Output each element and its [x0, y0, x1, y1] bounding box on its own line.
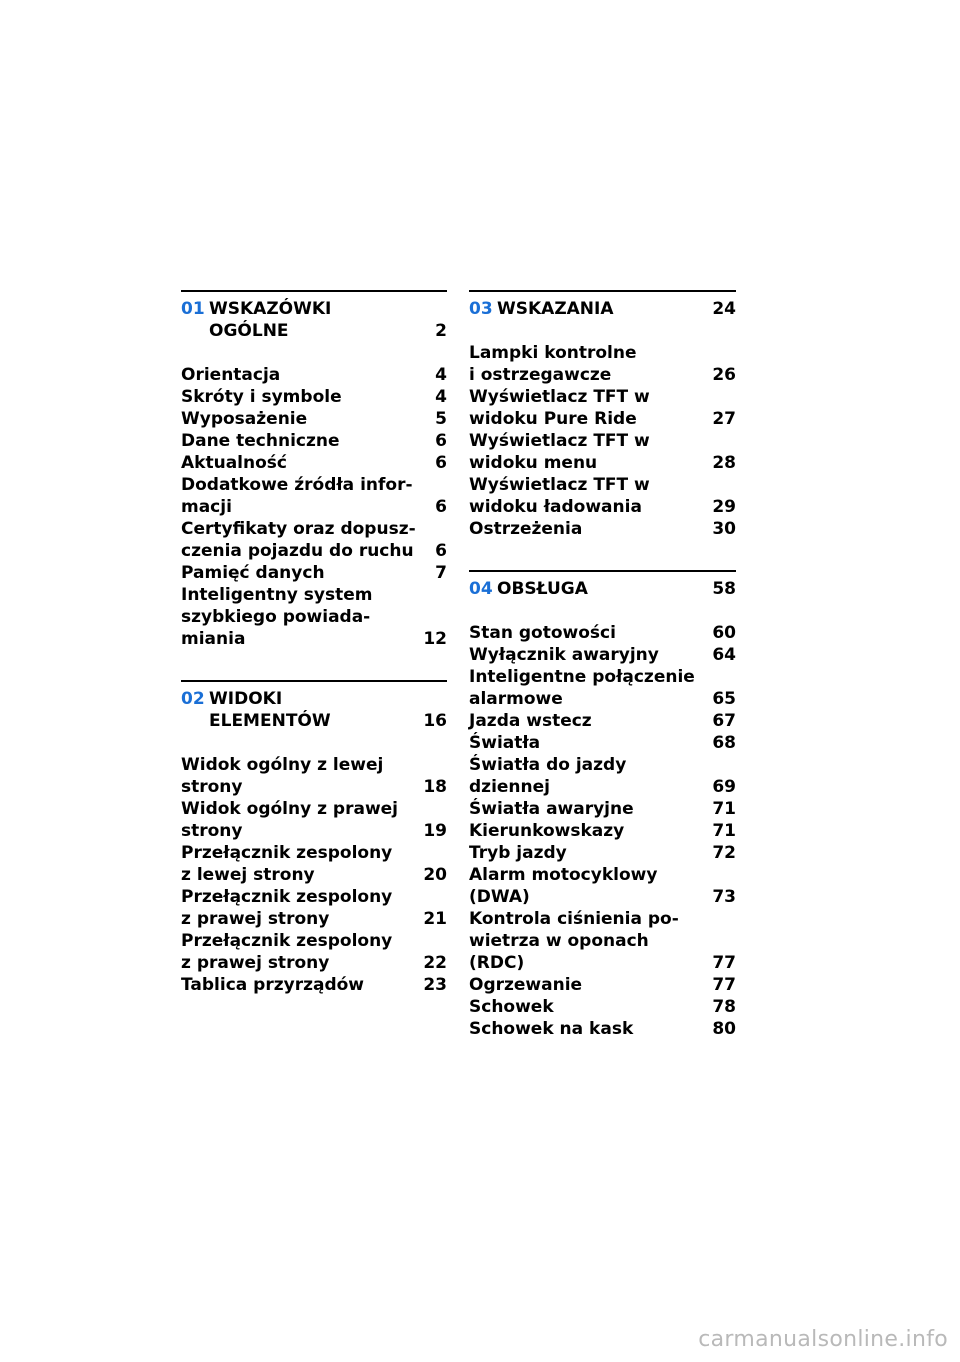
- section-title: OBSŁUGA: [497, 579, 588, 599]
- toc-entry[interactable]: [469, 864, 736, 908]
- toc-entry[interactable]: [469, 974, 736, 996]
- toc-entry[interactable]: [181, 364, 447, 386]
- entry-title: Przełącznik zespolony z lewej strony: [181, 843, 393, 885]
- entry-page: 20: [423, 865, 447, 885]
- entry-title: Orientacja: [181, 365, 281, 385]
- toc-entries: [181, 754, 447, 996]
- entry-page: 69: [712, 777, 736, 797]
- entry-title: Schowek: [469, 997, 554, 1017]
- entry-title: Tablica przyrządów: [181, 975, 364, 995]
- toc-entry[interactable]: [469, 474, 736, 518]
- entry-title: Widok ogólny z lewej strony: [181, 755, 384, 797]
- entry-title: Skróty i symbole: [181, 387, 342, 407]
- toc-section-03: [469, 290, 736, 540]
- toc-entry[interactable]: [181, 886, 447, 930]
- entry-page: 6: [435, 453, 447, 473]
- entry-page: 6: [435, 431, 447, 451]
- entry-page: 23: [423, 975, 447, 995]
- section-title: WSKAZANIA: [497, 299, 614, 319]
- toc-column-left: [181, 290, 447, 1026]
- entry-page: 64: [712, 645, 736, 665]
- entry-page: 77: [712, 975, 736, 995]
- entry-title: Dane techniczne: [181, 431, 340, 451]
- entry-page: 18: [423, 777, 447, 797]
- entry-page: 29: [712, 497, 736, 517]
- entry-title: Lampki kontrolne i ostrzegawcze: [469, 343, 637, 385]
- entry-page: 4: [435, 387, 447, 407]
- toc-entry[interactable]: [181, 798, 447, 842]
- entry-page: 73: [712, 887, 736, 907]
- entry-page: 68: [712, 733, 736, 753]
- section-header[interactable]: [469, 570, 736, 600]
- section-title: WSKAZÓWKI OGÓLNE: [209, 299, 332, 341]
- entry-page: 7: [435, 563, 447, 583]
- toc-entry[interactable]: [181, 584, 447, 650]
- entry-page: 12: [423, 629, 447, 649]
- entry-page: 26: [712, 365, 736, 385]
- toc-entry[interactable]: [181, 474, 447, 518]
- section-title: WIDOKI ELEMENTÓW: [209, 689, 331, 731]
- entry-page: 65: [712, 689, 736, 709]
- section-page: 58: [712, 579, 736, 599]
- section-number: 02: [181, 689, 205, 709]
- toc-section-04: [469, 570, 736, 1040]
- section-page: 24: [712, 299, 736, 319]
- entry-title: Ogrzewanie: [469, 975, 583, 995]
- entry-page: 78: [712, 997, 736, 1017]
- entry-title: Wyłącznik awaryjny: [469, 645, 659, 665]
- section-number: 03: [469, 299, 493, 319]
- entry-page: 27: [712, 409, 736, 429]
- entry-title: Inteligentny system szybkiego powiada- miania: [181, 585, 373, 649]
- entry-title: Jazda wstecz: [469, 711, 592, 731]
- watermark: carmanualsonline.info: [698, 1327, 948, 1352]
- entry-title: Wyposażenie: [181, 409, 308, 429]
- section-page: 16: [423, 711, 447, 731]
- entry-title: Stan gotowości: [469, 623, 616, 643]
- entry-page: 22: [423, 953, 447, 973]
- entry-title: Kontrola ciśnienia po- wietrza w oponach (RDC): [469, 909, 679, 973]
- entry-title: Tryb jazdy: [469, 843, 567, 863]
- entry-page: 5: [435, 409, 447, 429]
- toc-column-right: [469, 290, 736, 1070]
- toc-entries: [469, 622, 736, 1040]
- entry-title: Przełącznik zespolony z prawej strony: [181, 931, 393, 973]
- toc-entry[interactable]: [469, 798, 736, 820]
- entry-title: Dodatkowe źródła infor- macji: [181, 475, 413, 517]
- toc-entry[interactable]: [469, 622, 736, 644]
- entry-title: Alarm motocyklowy (DWA): [469, 865, 658, 907]
- toc-entry[interactable]: [181, 974, 447, 996]
- toc-entry[interactable]: [181, 562, 447, 584]
- entry-page: 80: [712, 1019, 736, 1039]
- entry-page: 67: [712, 711, 736, 731]
- toc-entry[interactable]: [181, 518, 447, 562]
- entry-page: 6: [435, 497, 447, 517]
- entry-page: 30: [712, 519, 736, 539]
- entry-title: Inteligentne połączenie alarmowe: [469, 667, 695, 709]
- entry-title: Wyświetlacz TFT w widoku Pure Ride: [469, 387, 650, 429]
- toc-entry[interactable]: [469, 710, 736, 732]
- entry-title: Pamięć danych: [181, 563, 325, 583]
- entry-page: 71: [712, 821, 736, 841]
- entry-title: Widok ogólny z prawej strony: [181, 799, 399, 841]
- entry-title: Światła awaryjne: [469, 799, 634, 819]
- entry-title: Wyświetlacz TFT w widoku ładowania: [469, 475, 650, 517]
- section-header[interactable]: [181, 290, 447, 342]
- entry-title: Aktualność: [181, 453, 287, 473]
- entry-title: Światła: [469, 733, 541, 753]
- toc-entry[interactable]: [181, 930, 447, 974]
- toc-entry[interactable]: [469, 754, 736, 798]
- entry-page: 6: [435, 541, 447, 561]
- entry-page: 60: [712, 623, 736, 643]
- toc-entry[interactable]: [181, 754, 447, 798]
- toc-section-01: [181, 290, 447, 650]
- toc-entry[interactable]: [181, 408, 447, 430]
- entry-title: Certyfikaty oraz dopusz- czenia pojazdu do ruchu: [181, 519, 416, 561]
- toc-entry[interactable]: [469, 386, 736, 430]
- toc-entry[interactable]: [469, 666, 736, 710]
- entry-title: Ostrzeżenia: [469, 519, 583, 539]
- toc-entry[interactable]: [469, 430, 736, 474]
- toc-entry[interactable]: [181, 452, 447, 474]
- entry-title: Kierunkowskazy: [469, 821, 625, 841]
- toc-entries: [181, 364, 447, 650]
- toc-entries: [469, 342, 736, 540]
- section-number: 04: [469, 579, 493, 599]
- toc-entry[interactable]: [469, 820, 736, 842]
- toc-entry[interactable]: [469, 996, 736, 1018]
- entry-page: 71: [712, 799, 736, 819]
- entry-page: 28: [712, 453, 736, 473]
- entry-page: 77: [712, 953, 736, 973]
- entry-page: 19: [423, 821, 447, 841]
- entry-page: 21: [423, 909, 447, 929]
- entry-page: 4: [435, 365, 447, 385]
- toc-entry[interactable]: [469, 842, 736, 864]
- entry-title: Przełącznik zespolony z prawej strony: [181, 887, 393, 929]
- toc-entry[interactable]: [181, 386, 447, 408]
- section-page: 2: [435, 321, 447, 341]
- toc-entry[interactable]: [469, 732, 736, 754]
- section-header[interactable]: [469, 290, 736, 320]
- toc-entry[interactable]: [181, 430, 447, 452]
- toc-entry[interactable]: [469, 1018, 736, 1040]
- toc-entry[interactable]: [469, 908, 736, 974]
- toc-section-02: [181, 680, 447, 996]
- section-header[interactable]: [181, 680, 447, 732]
- section-number: 01: [181, 299, 205, 319]
- entry-title: Wyświetlacz TFT w widoku menu: [469, 431, 650, 473]
- toc-entry[interactable]: [469, 644, 736, 666]
- entry-title: Światła do jazdy dziennej: [469, 755, 627, 797]
- toc-entry[interactable]: [469, 518, 736, 540]
- toc-entry[interactable]: [181, 842, 447, 886]
- toc-entry[interactable]: [469, 342, 736, 386]
- entry-page: 72: [712, 843, 736, 863]
- entry-title: Schowek na kask: [469, 1019, 634, 1039]
